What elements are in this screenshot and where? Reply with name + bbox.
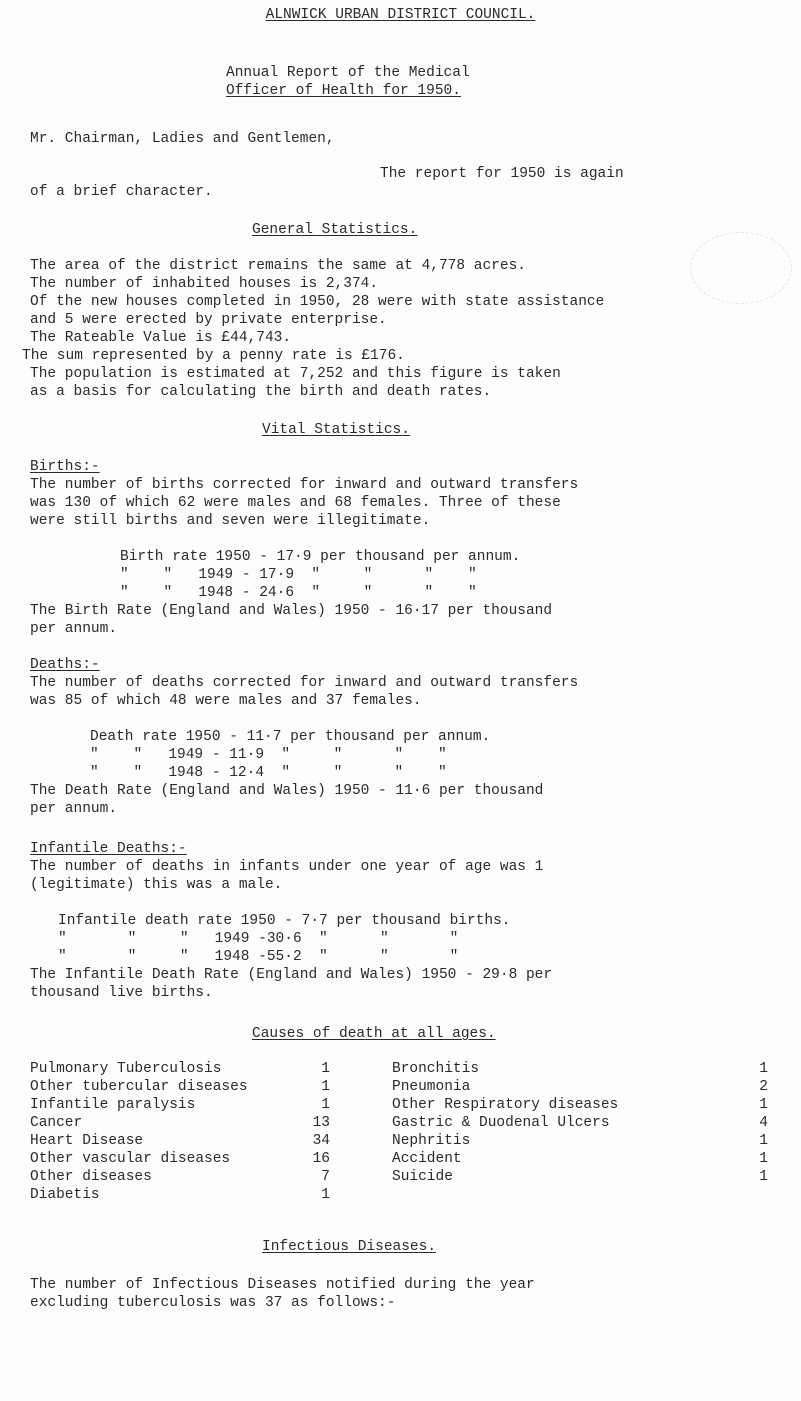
cause-count: 34 <box>312 1133 330 1149</box>
general-line: and 5 were erected by private enterprise. <box>30 312 387 328</box>
births-text <box>30 476 578 530</box>
cause-count: 1 <box>321 1187 330 1203</box>
cause-count: 4 <box>759 1115 768 1131</box>
birth-rate-england: The Birth Rate (England and Wales) 1950 - 16·17 per thousand <box>30 603 553 619</box>
infantile-rate-england-cont: thousand live births. <box>30 985 213 1001</box>
births-line: was 130 of which 62 were males and 68 females. Three of these <box>30 495 561 511</box>
cause-count: 2 <box>759 1079 768 1095</box>
cause-name: Heart Disease <box>30 1133 144 1149</box>
cause-name: Other tubercular diseases <box>30 1079 248 1095</box>
faint-stamp-mark <box>690 232 792 304</box>
report-title-line-1: Annual Report of the Medical <box>226 65 470 81</box>
infectious-line-1: The number of Infectious Diseases notified during the year <box>30 1277 535 1293</box>
cause-name: Infantile paralysis <box>30 1097 196 1113</box>
cause-count: 1 <box>321 1097 330 1113</box>
cause-name: Diabetis <box>30 1187 100 1203</box>
infantile-rate-england: The Infantile Death Rate (England and Wales) 1950 - 29·8 per <box>30 967 553 983</box>
death-rate-row: Death rate 1950 - 11·7 per thousand per annum. <box>90 729 491 745</box>
cause-name: Pneumonia <box>392 1079 471 1095</box>
births-line: were still births and seven were illegitimate. <box>30 513 431 529</box>
intro-line-2: of a brief character. <box>30 184 213 200</box>
cause-count: 1 <box>321 1079 330 1095</box>
cause-count: 1 <box>759 1169 768 1185</box>
general-line: The population is estimated at 7,252 and this figure is taken <box>30 366 561 382</box>
births-heading: Births:- <box>30 459 100 475</box>
infantile-rate-row: Infantile death rate 1950 - 7·7 per thousand births. <box>58 913 511 929</box>
general-line: The sum represented by a penny rate is £176. <box>22 348 405 364</box>
infantile-rate-row: " " " 1948 -55·2 " " " <box>58 949 459 965</box>
general-line: The area of the district remains the same at 4,778 acres. <box>30 258 526 274</box>
general-line: The number of inhabited houses is 2,374. <box>30 276 379 292</box>
cause-count: 1 <box>759 1061 768 1077</box>
report-title-line-2: Officer of Health for 1950. <box>226 83 461 99</box>
infantile-text <box>30 858 543 894</box>
deaths-line: was 85 of which 48 were males and 37 females. <box>30 693 422 709</box>
general-line: as a basis for calculating the birth and death rates. <box>30 384 492 400</box>
infantile-line: The number of deaths in infants under one year of age was 1 <box>30 859 544 875</box>
causes-heading: Causes of death at all ages. <box>252 1026 496 1042</box>
infectious-diseases-heading: Infectious Diseases. <box>262 1239 437 1255</box>
cause-count: 1 <box>759 1151 768 1167</box>
cause-name: Bronchitis <box>392 1061 480 1077</box>
cause-count: 13 <box>312 1115 330 1131</box>
cause-count: 1 <box>321 1061 330 1077</box>
cause-name: Other vascular diseases <box>30 1151 231 1167</box>
causes-right-counts <box>744 1060 768 1186</box>
birth-rate-row: Birth rate 1950 - 17·9 per thousand per annum. <box>120 549 521 565</box>
birth-rates-table <box>120 548 520 602</box>
cause-name: Accident <box>392 1151 462 1167</box>
causes-left-names <box>30 1060 300 1204</box>
deaths-text <box>30 674 578 710</box>
death-rate-england-cont: per annum. <box>30 801 118 817</box>
infantile-line: (legitimate) this was a male. <box>30 877 283 893</box>
cause-name: Nephritis <box>392 1133 471 1149</box>
cause-name: Other Respiratory diseases <box>392 1097 619 1113</box>
cause-count: 16 <box>312 1151 330 1167</box>
birth-rate-row: " " 1949 - 17·9 " " " " <box>120 567 477 583</box>
death-rate-row: " " 1949 - 11·9 " " " " <box>90 747 447 763</box>
infantile-deaths-heading: Infantile Deaths:- <box>30 841 187 857</box>
birth-rate-row: " " 1948 - 24·6 " " " " <box>120 585 477 601</box>
causes-right-names <box>392 1060 742 1186</box>
general-line: Of the new houses completed in 1950, 28 were with state assistance <box>30 294 605 310</box>
death-rates-table <box>90 728 490 782</box>
cause-name: Cancer <box>30 1115 83 1131</box>
vital-statistics-heading: Vital Statistics. <box>262 422 410 438</box>
births-line: The number of births corrected for inward and outward transfers <box>30 477 579 493</box>
causes-left-counts <box>300 1060 330 1204</box>
death-rate-england: The Death Rate (England and Wales) 1950 - 11·6 per thousand <box>30 783 544 799</box>
general-statistics-heading: General Statistics. <box>252 222 418 238</box>
cause-name: Other diseases <box>30 1169 152 1185</box>
deaths-line: The number of deaths corrected for inward and outward transfers <box>30 675 579 691</box>
cause-name: Gastric & Duodenal Ulcers <box>392 1115 610 1131</box>
infantile-rates-table <box>58 912 510 966</box>
cause-name: Pulmonary Tuberculosis <box>30 1061 222 1077</box>
death-rate-row: " " 1948 - 12·4 " " " " <box>90 765 447 781</box>
general-statistics-block <box>22 257 605 401</box>
general-line: The Rateable Value is £44,743. <box>30 330 292 346</box>
deaths-heading: Deaths:- <box>30 657 100 673</box>
cause-count: 1 <box>759 1097 768 1113</box>
council-heading: ALNWICK URBAN DISTRICT COUNCIL. <box>265 7 536 23</box>
salutation: Mr. Chairman, Ladies and Gentlemen, <box>30 131 335 147</box>
intro-line-1: The report for 1950 is again <box>380 166 624 182</box>
infantile-rate-row: " " " 1949 -30·6 " " " <box>58 931 459 947</box>
cause-name: Suicide <box>392 1169 453 1185</box>
cause-count: 1 <box>759 1133 768 1149</box>
birth-rate-england-cont: per annum. <box>30 621 118 637</box>
cause-count: 7 <box>321 1169 330 1185</box>
infectious-line-2: excluding tuberculosis was 37 as follows:- <box>30 1295 396 1311</box>
